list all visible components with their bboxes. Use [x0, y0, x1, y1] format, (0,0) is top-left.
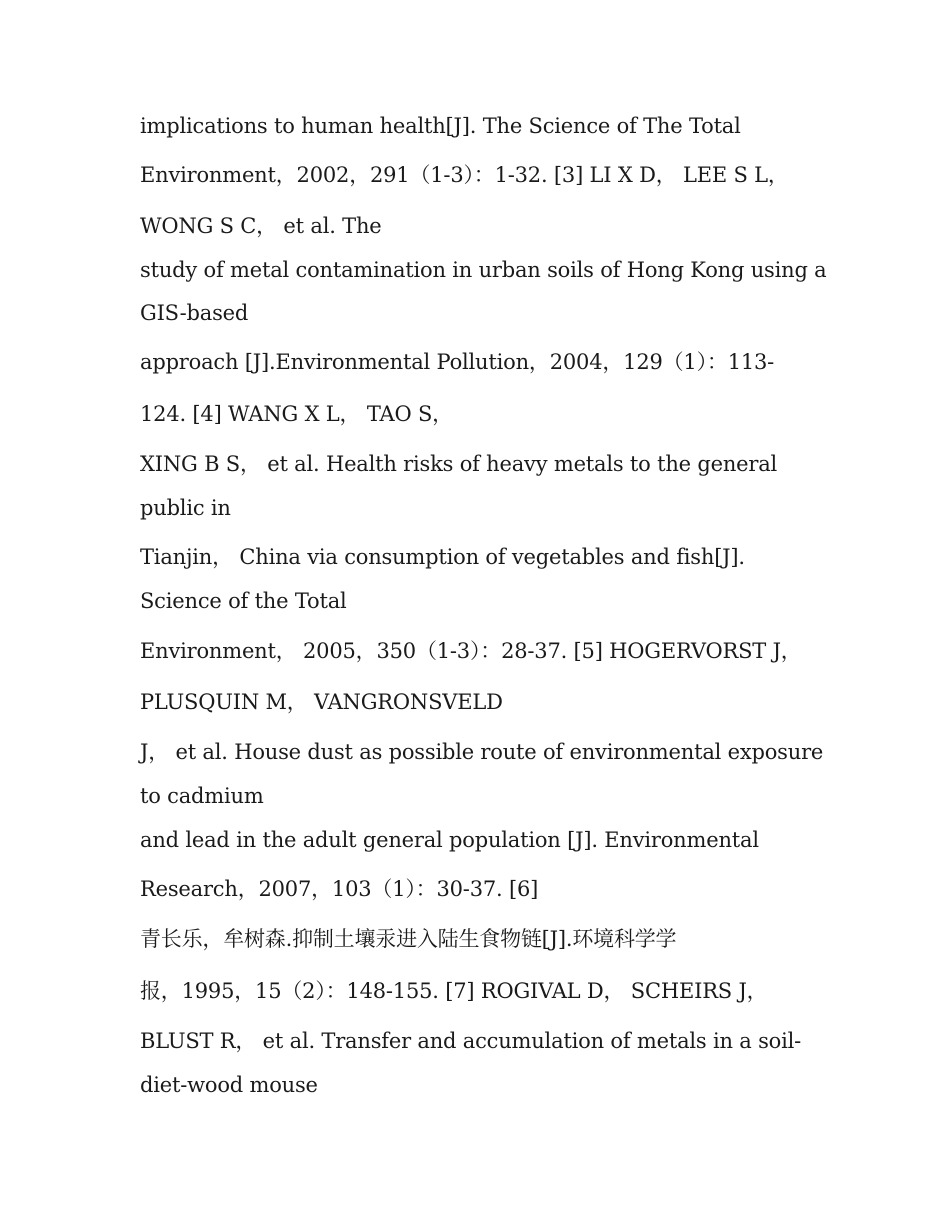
text-line: study of metal contamination in urban soils of Hong Kong using a	[140, 258, 827, 282]
text-line: implications to human health[J]. The Science of The Total	[140, 114, 741, 138]
text-line: WONG S C， et al. The	[140, 214, 382, 238]
text-line: Research，2007，103（1）：30-37. [6]	[140, 877, 539, 901]
text-line: PLUSQUIN M， VANGRONSVELD	[140, 690, 503, 714]
text-line: 124. [4] WANG X L， TAO S，	[140, 402, 453, 426]
text-line: GIS-based	[140, 301, 249, 325]
text-line: Tianjin， China via consumption of vegetables and fish[J].	[140, 545, 745, 569]
text-line: 报，1995，15（2）：148-155. [7] ROGIVAL D， SCHEIRS J，	[140, 979, 768, 1003]
text-line: Environment，2002，291（1-3）：1-32. [3] LI X D， LEE S L，	[140, 163, 789, 187]
text-line: 青长乐，牟树森.抑制土壤汞进入陆生食物链[J].环境科学学	[140, 927, 677, 951]
text-line: to cadmium	[140, 784, 264, 808]
text-line: diet-wood mouse	[140, 1073, 318, 1097]
text-line: approach [J].Environmental Pollution，2004，129（1）：113-	[140, 350, 775, 374]
text-line: Environment， 2005，350（1-3）：28-37. [5] HOGERVORST J，	[140, 639, 802, 663]
text-line: J， et al. House dust as possible route of environmental exposure	[140, 740, 824, 764]
text-line: and lead in the adult general population [J]. Environmental	[140, 828, 759, 852]
text-line: Science of the Total	[140, 589, 347, 613]
text-line: public in	[140, 496, 231, 520]
text-line: BLUST R， et al. Transfer and accumulation of metals in a soil-	[140, 1029, 802, 1053]
text-line: XING B S， et al. Health risks of heavy metals to the general	[140, 452, 778, 476]
